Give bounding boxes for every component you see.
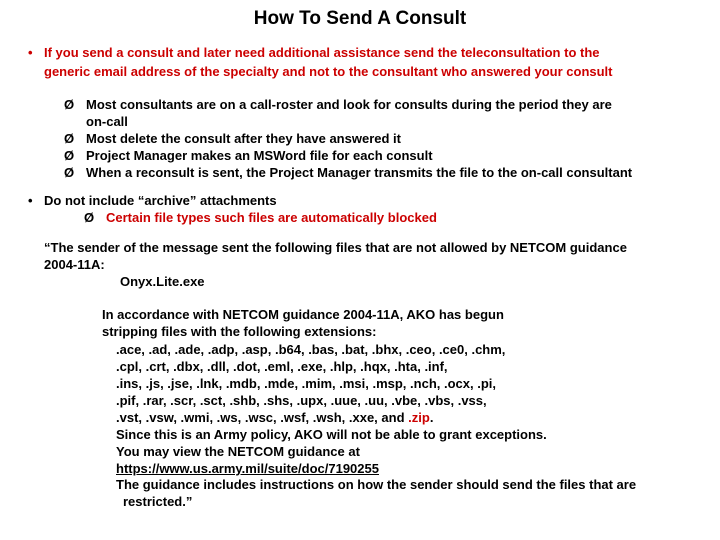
extensions-line-5 <box>116 410 433 425</box>
sub-item-3: Project Manager makes an MSWord file for each consult <box>86 148 433 163</box>
army-policy-line: Since this is an Army policy, AKO will not be able to grant exceptions. <box>116 427 547 442</box>
bullet-2-sub-arrow-icon: Ø <box>84 210 95 225</box>
policy-line-2: stripping files with the following extensions: <box>102 324 377 339</box>
quote-line-1: “The sender of the message sent the following files that are not allowed by NETCOM guidance <box>44 240 627 255</box>
bullet-2-sub-text: Certain file types such files are automatically blocked <box>106 210 437 225</box>
sub-item-3-arrow-icon: Ø <box>64 148 75 163</box>
extensions-line-1: .ace, .ad, .ade, .adp, .asp, .b64, .bas, .bat, .bhx, .ceo, .ce0, .chm, <box>116 342 506 357</box>
sub-item-4-arrow-icon: Ø <box>64 165 75 180</box>
sub-item-1-arrow-icon: Ø <box>64 97 75 112</box>
sub-item-2: Most delete the consult after they have answered it <box>86 131 401 146</box>
page-title: How To Send A Consult <box>253 8 467 29</box>
sub-item-4: When a reconsult is sent, the Project Manager transmits the file to the on-call consultant <box>86 165 633 180</box>
policy-line-1: In accordance with NETCOM guidance 2004-11A, AKO has begun <box>102 307 504 322</box>
bullet-1-marker: • <box>28 45 33 60</box>
bullet-1-line-1: If you send a consult and later need additional assistance send the teleconsultation to the <box>44 45 600 60</box>
bullet-2-marker: • <box>28 193 33 208</box>
view-guidance-line: You may view the NETCOM guidance at <box>116 444 360 459</box>
bullet-2-text: Do not include “archive” attachments <box>44 193 277 208</box>
sub-item-1-line-2: on-call <box>86 114 128 129</box>
sub-item-2-arrow-icon: Ø <box>64 131 75 146</box>
guidance-link[interactable]: https://www.us.army.mil/suite/doc/7190255 <box>116 461 379 476</box>
quote-line-2: 2004-11A: <box>44 257 105 272</box>
guidance-line-2: restricted.” <box>123 494 193 509</box>
blocked-filename: Onyx.Lite.exe <box>120 274 205 289</box>
extensions-line-4: .pif, .rar, .scr, .sct, .shb, .shs, .upx, .uue, .uu, .vbe, .vbs, .vss, <box>116 393 487 408</box>
bullet-1-line-2: generic email address of the specialty and not to the consultant who answered your consult <box>44 64 613 79</box>
guidance-line-1: The guidance includes instructions on how the sender should send the files that are <box>116 477 637 492</box>
extensions-line-2: .cpl, .crt, .dbx, .dll, .dot, .eml, .exe, .hlp, .hqx, .hta, .inf, <box>116 359 448 374</box>
extensions-line-5-end: . <box>429 410 434 425</box>
extensions-line-3: .ins, .js, .jse, .lnk, .mdb, .mde, .mim, .msi, .msp, .nch, .ocx, .pi, <box>116 376 496 391</box>
extensions-line-5-text: .vst, .vsw, .wmi, .ws, .wsc, .wsf, .wsh, .xxe, and <box>116 410 409 425</box>
zip-extension: .zip <box>408 410 430 425</box>
sub-item-1-line-1: Most consultants are on a call-roster and look for consults during the period they are <box>86 97 612 112</box>
